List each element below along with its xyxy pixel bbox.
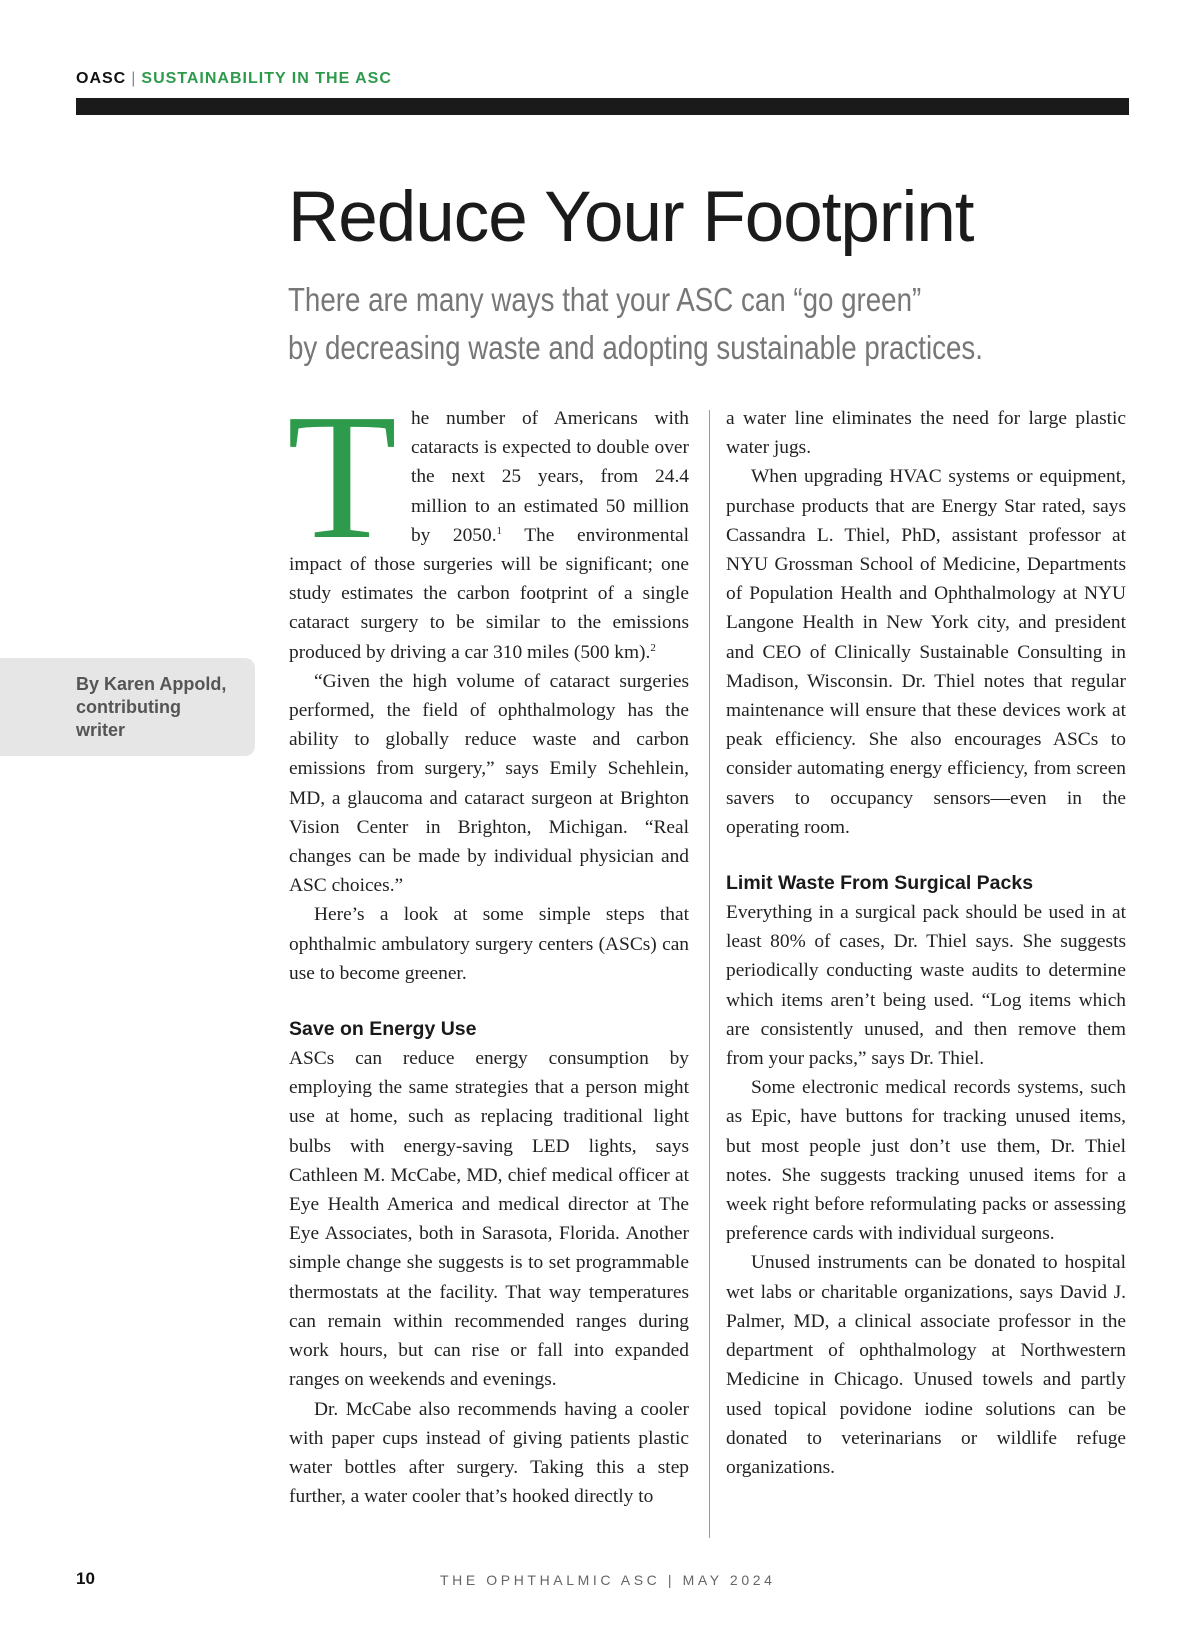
header-rule [76, 98, 1129, 115]
paragraph [287, 377, 689, 667]
paragraph: Unused instruments can be donated to hospital wet labs or charitable organizations, says David J. Palmer, MD, a clinical associate professor in the department of ophthalmology at Northwestern Medicine in Chicago. Unused towels and partly used topical povidone iodine solutions can be donated to veterinarians or wildlife refuge organizations. [726, 1252, 1126, 1478]
paragraph: Here’s a look at some simple steps that ophthalmic ambulatory surgery centers (ASCs) can use to become greener. [289, 904, 689, 984]
header-brand: OASC [76, 70, 127, 87]
paragraph: a water line eliminates the need for large plastic water jugs. [726, 408, 1126, 459]
paragraph: “Given the high volume of cataract surgeries performed, the field of ophthalmology has the ability to globally reduce waste and carbon emissions from surgery,” says Emily Schehlein, MD, a glaucoma and cataract surgeon at Brighton Vision Center in Brighton, Michigan. “Real changes can be made by individual physician and ASC choices.” [289, 670, 689, 897]
paragraph: ASCs can reduce energy consumption by employing the same strategies that a person might use at home, such as replacing traditional light bulbs with energy-saving LED lights, says Cathleen M. McCabe, MD, chief medical officer at Eye Health America and medical director at The Eye Associates, both in Sarasota, Florida. Another simple change she suggests is to set programmable thermostats at the facility. That way temperatures can remain within recommended ranges during work hours, but can rise or fall into expanded ranges on weekends and evenings. [289, 1048, 689, 1391]
header-section: SUSTAINABILITY IN THE ASC [141, 70, 392, 87]
footnote-ref: 1 [496, 524, 503, 537]
paragraph-text: he number of Americans with cataracts is expected to double over the next 25 years, from 24.4 million to an estimated 50 million by 2050. [410, 408, 689, 546]
publication-footer: THE OPHTHALMIC ASC | MAY 2024 [440, 1572, 776, 1588]
paragraph: Some electronic medical records systems, such as Epic, have buttons for tracking unused items, but most people just don’t use them, Dr. Thiel notes. She suggests tracking unused items for a week right before reformulating packs or assessing preference cards with individual surgeons. [726, 1077, 1126, 1245]
drop-cap: T [287, 377, 397, 576]
byline [76, 673, 226, 742]
article-subtitle [288, 276, 983, 372]
article-title: Reduce Your Footprint [288, 178, 974, 257]
byline-line: contributing [76, 697, 181, 717]
section-heading: Save on Energy Use [289, 1018, 477, 1041]
subtitle-line: by decreasing waste and adopting sustainable practices. [288, 329, 983, 366]
byline-line: writer [76, 720, 126, 740]
column-right [726, 404, 1126, 1482]
subtitle-line: There are many ways that your ASC can “go green” [288, 281, 922, 318]
footnote-ref: 2 [650, 641, 656, 654]
paragraph: Dr. McCabe also recommends having a cooler with paper cups instead of giving patients plastic water bottles after surgery. Taking this a step further, a water cooler that’s hooked directly to [289, 1398, 689, 1508]
running-header [76, 70, 392, 88]
column-left [287, 377, 689, 1511]
header-separator: | [131, 70, 137, 87]
section-heading: Limit Waste From Surgical Packs [726, 872, 1034, 895]
paragraph: Everything in a surgical pack should be used in at least 80% of cases, Dr. Thiel says. She suggests periodically conducting waste audits to determine which items aren’t being used. “Log items which are consistently unused, and then remove them from your packs,” says Dr. Thiel. [726, 902, 1126, 1070]
page-number: 10 [76, 1569, 95, 1588]
byline-line: By Karen Appold, [76, 674, 227, 694]
paragraph-text: The environmental impact of those surgeries will be significant; one study estimates the carbon footprint of a single cataract surgery to be similar to the emissions produced by driving a car 310 miles (500 km). [289, 524, 689, 663]
column-divider [709, 410, 710, 1538]
paragraph: When upgrading HVAC systems or equipment, purchase products that are Energy Star rated, says Cassandra L. Thiel, PhD, assistant professor at NYU Grossman School of Medicine, Departments of Population Health and Ophthalmology at NYU Langone Health in New York city, and president and CEO of Clinically Sustainable Consulting in Madison, Wisconsin. Dr. Thiel notes that regular maintenance will ensure that these devices work at peak efficiency. She also encourages ASCs to consider automating energy efficiency, from screen savers to occupancy sensors—even in the operating room. [726, 466, 1126, 838]
